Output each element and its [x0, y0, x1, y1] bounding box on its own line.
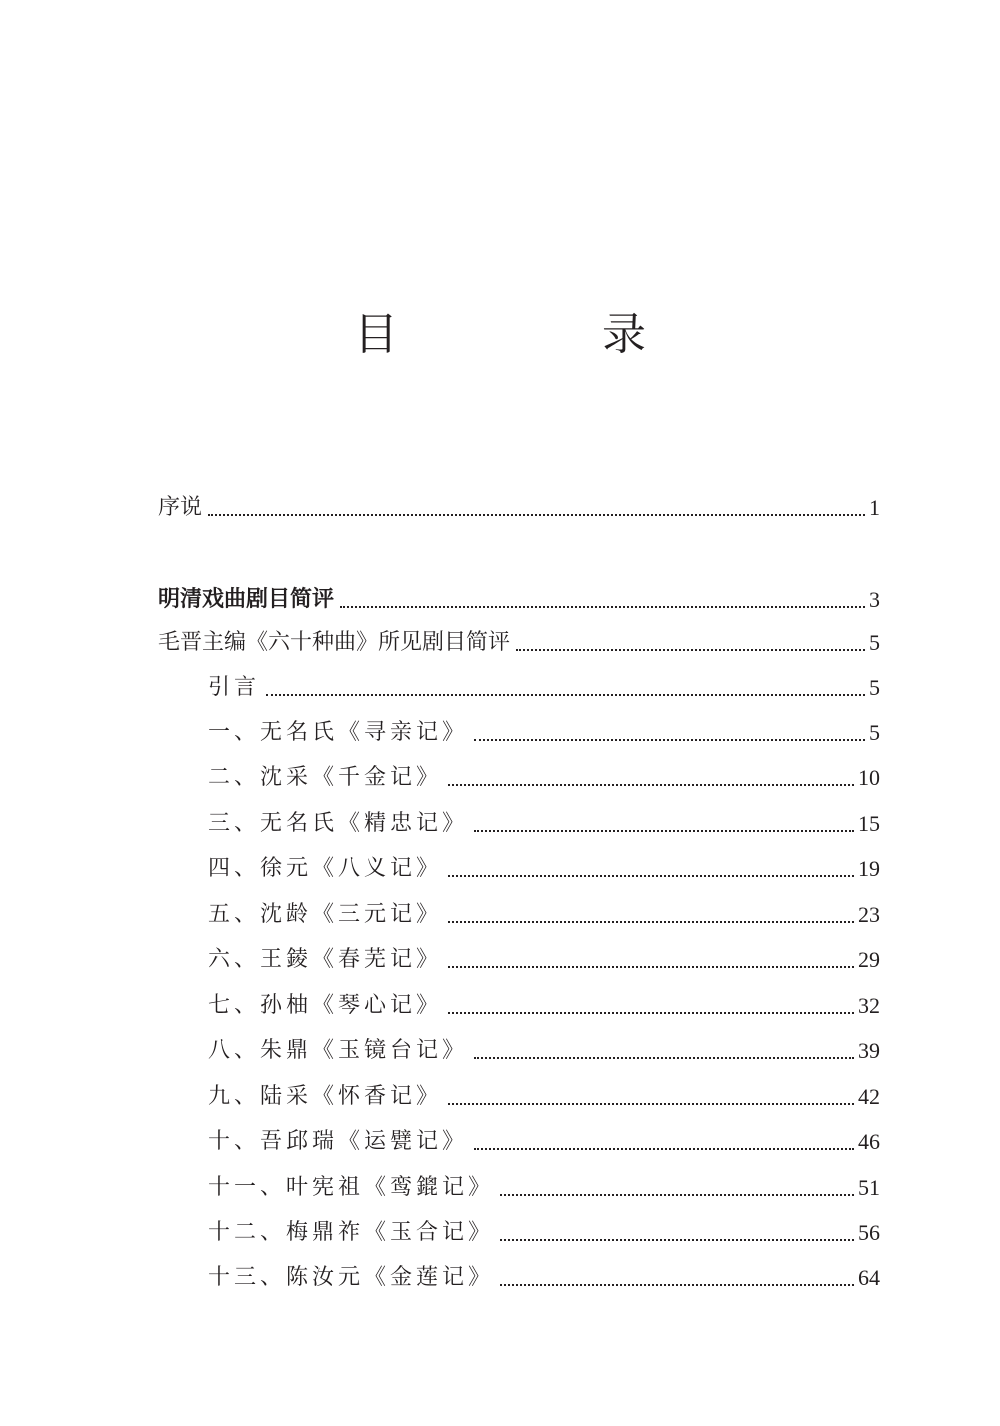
dot-leader — [500, 1284, 854, 1286]
toc-entry-label: 十一、叶宪祖《鸾鎞记》 — [208, 1175, 495, 1200]
toc-entry-page: 46 — [858, 1129, 880, 1154]
toc-entry-item[interactable] — [208, 1258, 880, 1298]
toc-entry-section[interactable] — [158, 580, 880, 620]
toc-entry-label: 三、无名氏《精忠记》 — [208, 811, 469, 836]
toc-entry-page: 51 — [858, 1175, 880, 1200]
toc-entry-item[interactable] — [208, 1031, 880, 1071]
toc-entry-item[interactable] — [208, 804, 880, 844]
toc-entry-label: 引言 — [208, 675, 261, 700]
toc-entry-page: 64 — [858, 1265, 880, 1290]
toc-entry-page: 3 — [869, 587, 880, 612]
dot-leader — [266, 694, 865, 696]
toc-entry-label: 毛晋主编《六十种曲》所见剧目简评 — [158, 630, 511, 655]
toc-entry-item[interactable] — [208, 986, 880, 1026]
toc-entry-page: 15 — [858, 811, 880, 836]
toc-entry-page: 5 — [869, 630, 880, 655]
toc-entry-item[interactable] — [208, 849, 880, 889]
dot-leader — [340, 606, 865, 608]
dot-leader — [474, 830, 854, 832]
toc-entry-page: 56 — [858, 1220, 880, 1245]
dot-leader — [474, 739, 865, 741]
toc-entry-label: 二、沈采《千金记》 — [208, 765, 443, 790]
toc-entry-page: 29 — [858, 947, 880, 972]
toc-entry-item[interactable] — [208, 668, 880, 708]
toc-entry-page: 19 — [858, 856, 880, 881]
toc-entry-label: 四、徐元《八义记》 — [208, 856, 443, 881]
toc-entry-page: 42 — [858, 1084, 880, 1109]
toc-entry-page: 5 — [869, 675, 880, 700]
toc-entry-preface[interactable] — [158, 488, 880, 528]
dot-leader — [448, 1103, 854, 1105]
dot-leader — [474, 1057, 854, 1059]
toc-entry-page: 10 — [858, 765, 880, 790]
dot-leader — [448, 784, 854, 786]
toc-entry-label: 十、吾邱瑞《运甓记》 — [208, 1129, 469, 1154]
toc-entry-label: 明清戏曲剧目简评 — [158, 587, 335, 612]
dot-leader — [208, 514, 865, 516]
toc-entry-page: 1 — [869, 495, 880, 520]
dot-leader — [516, 649, 865, 651]
dot-leader — [500, 1239, 854, 1241]
toc-entry-page: 32 — [858, 993, 880, 1018]
toc-entry-page: 23 — [858, 902, 880, 927]
toc-entry-item[interactable] — [208, 758, 880, 798]
toc-entry-label: 六、王錂《春芜记》 — [208, 947, 443, 972]
toc-entry-label: 一、无名氏《寻亲记》 — [208, 720, 469, 745]
dot-leader — [448, 966, 854, 968]
dot-leader — [448, 1012, 854, 1014]
toc-entry-item[interactable] — [208, 713, 880, 753]
dot-leader — [448, 921, 854, 923]
toc-entry-item[interactable] — [208, 1168, 880, 1208]
toc-entry-label: 九、陆采《怀香记》 — [208, 1084, 443, 1109]
toc-entry-page: 39 — [858, 1038, 880, 1063]
toc-entry-item[interactable] — [208, 895, 880, 935]
toc-entry-label: 八、朱鼎《玉镜台记》 — [208, 1038, 469, 1063]
toc-entry-label: 七、孙柚《琴心记》 — [208, 993, 443, 1018]
toc-entry-item[interactable] — [208, 940, 880, 980]
toc-entry-label: 十二、梅鼎祚《玉合记》 — [208, 1220, 495, 1245]
dot-leader — [500, 1194, 854, 1196]
dot-leader — [448, 875, 854, 877]
page-title: 目 录 — [354, 309, 726, 360]
toc-entry-item[interactable] — [208, 1077, 880, 1117]
dot-leader — [474, 1148, 854, 1150]
toc-entry-item[interactable] — [208, 1213, 880, 1253]
toc-entry-item[interactable] — [208, 1122, 880, 1162]
toc-entry-label: 五、沈龄《三元记》 — [208, 902, 443, 927]
toc-entry-label: 序说 — [158, 495, 203, 520]
toc-entry-page: 5 — [869, 720, 880, 745]
toc-entry-chapter[interactable] — [158, 623, 880, 663]
toc-entry-label: 十三、陈汝元《金莲记》 — [208, 1265, 495, 1290]
